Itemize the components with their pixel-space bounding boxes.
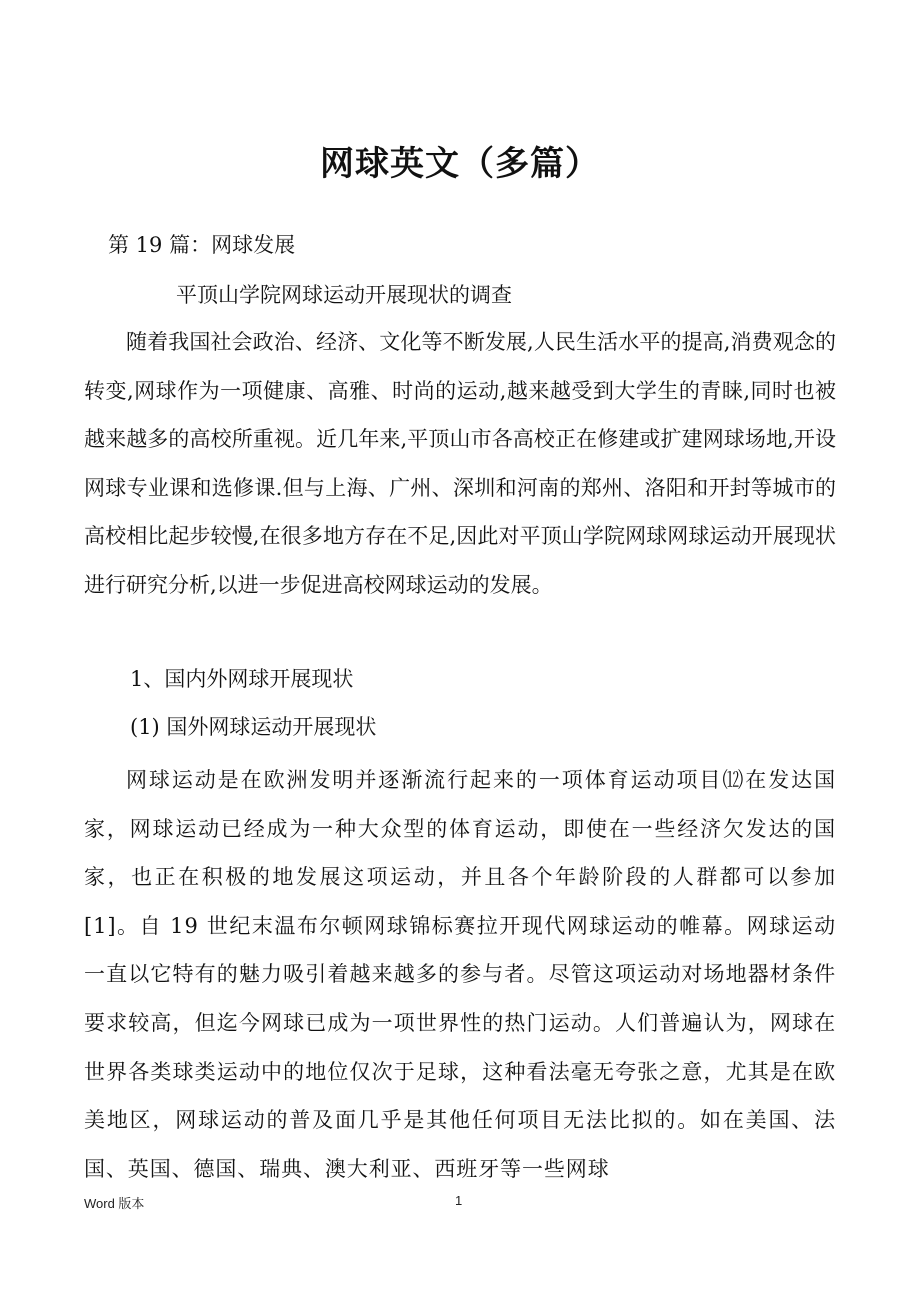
paragraph-foreign-tennis: 网球运动是在欧洲发明并逐渐流行起来的一项体育运动项目⑿在发达国家，网球运动已经成为一种大众型的体育运动，即使在一些经济欠发达的国家，也正在积极的地发展这项运动，并且各个年龄阶段的人群都可以参加[1]。自 19 世纪末温布尔顿网球锦标赛拉开现代网球运动的帷幕。网球运动一直以它特有的魅力吸引着越来越多的参与者。尽管这项运动对场地器材条件要求较高，但迄今网球已成为一项世界性的热门运动。人们普遍认为，网球在世界各类球类运动中的地位仅次于足球，这种看法毫无夸张之意，尤其是在欧美地区，网球运动的普及面几乎是其他任何项目无法比拟的。如在美国、法国、英国、德国、瑞典、澳大利亚、西班牙等一些网球	[84, 768, 836, 1181]
article-subtitle: 平顶山学院网球运动开展现状的调查	[176, 283, 512, 307]
document-title: 网球英文（多篇）	[320, 144, 600, 184]
chapter-heading: 第 19 篇：网球发展	[108, 233, 296, 257]
paragraph-intro: 随着我国社会政治、经济、文化等不断发展,人民生活水平的提高,消费观念的转变,网球作为一项健康、高雅、时尚的运动,越来越受到大学生的青睐,同时也被越来越多的高校所重视。近几年来,平顶山市各高校正在修建或扩建网球场地,开设网球专业课和选修课.但与上海、广州、深圳和河南的郑州、洛阳和开封等城市的高校相比起步较慢,在很多地方存在不足,因此对平顶山学院网球网球运动开展现状进行研究分析,以进一步促进高校网球运动的发展。	[84, 330, 836, 597]
section-heading: 1、国内外网球开展现状	[130, 667, 354, 691]
subsection-heading: (1) 国外网球运动开展现状	[130, 715, 377, 739]
footer-label: Word 版本	[84, 1196, 145, 1211]
page-number: 1	[455, 1193, 463, 1208]
